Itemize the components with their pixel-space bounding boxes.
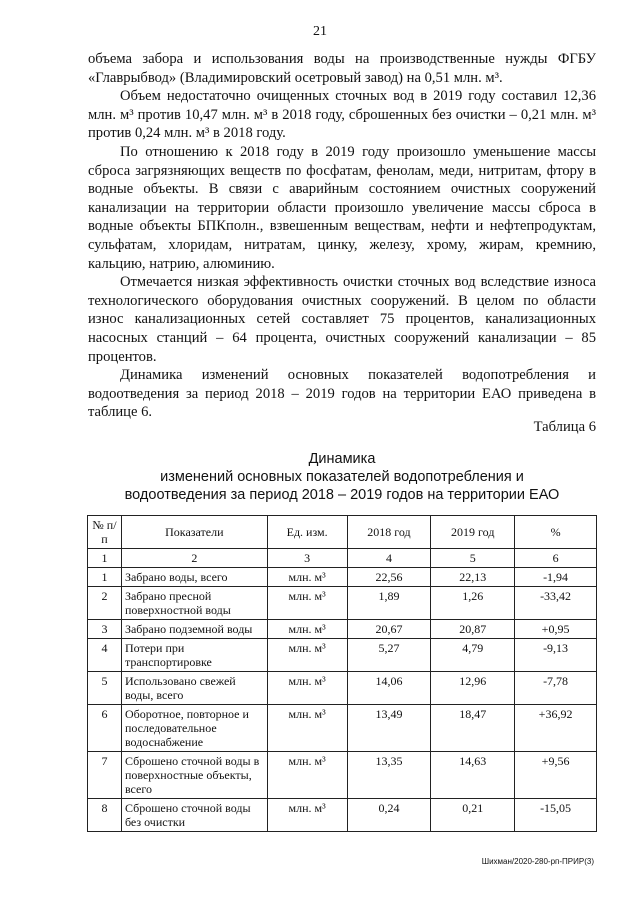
table-cell: 22,13: [431, 568, 515, 587]
table-cell: -1,94: [515, 568, 597, 587]
table-cell: 1: [88, 568, 122, 587]
column-number: 3: [267, 549, 347, 568]
header-cell: %: [515, 516, 597, 549]
table-caption: [88, 450, 596, 504]
table-cell: 0,24: [347, 799, 431, 832]
column-number: 2: [121, 549, 267, 568]
table-body: [88, 549, 597, 832]
table-cell: 4: [88, 639, 122, 672]
table-cell: 13,35: [347, 752, 431, 799]
header-cell: Ед. изм.: [267, 516, 347, 549]
table-cell: 4,79: [431, 639, 515, 672]
table-cell: млн. м³: [267, 752, 347, 799]
table-cell: -33,42: [515, 587, 597, 620]
table-row: [88, 587, 597, 620]
header-cell: 2019 год: [431, 516, 515, 549]
table-cell: млн. м³: [267, 672, 347, 705]
table-cell: Потери при транспортировке: [121, 639, 267, 672]
table-cell: млн. м³: [267, 639, 347, 672]
table-cell: 3: [88, 620, 122, 639]
page-number: 21: [313, 24, 327, 39]
header-cell: 2018 год: [347, 516, 431, 549]
paragraph: объема забора и использования воды на производственные нужды ФГБУ «Главрыбвод» (Владимировский осетровый завод) на 0,51 млн. м³.: [88, 51, 596, 86]
table-cell: Забрано воды, всего: [121, 568, 267, 587]
table-cell: 0,21: [431, 799, 515, 832]
table-cell: Забрано пресной поверхностной воды: [121, 587, 267, 620]
data-table: [87, 515, 597, 832]
table-row: [88, 752, 597, 799]
table-cell: 5: [88, 672, 122, 705]
paragraph: Динамика изменений основных показателей водопотребления и водоотведения за период 2018 – 2019 годов на территории ЕАО приведена в таблице 6.: [88, 367, 596, 421]
table-cell: 5,27: [347, 639, 431, 672]
table-cell: млн. м³: [267, 705, 347, 752]
table-label: Таблица 6: [533, 419, 596, 435]
table-cell: 1,26: [431, 587, 515, 620]
table-cell: +36,92: [515, 705, 597, 752]
table-cell: Оборотное, повторное и последовательное водоснабжение: [121, 705, 267, 752]
table-row: [88, 639, 597, 672]
table-cell: млн. м³: [267, 620, 347, 639]
table-cell: 2: [88, 587, 122, 620]
table-cell: 20,67: [347, 620, 431, 639]
table-cell: Забрано подземной воды: [121, 620, 267, 639]
table-cell: 14,63: [431, 752, 515, 799]
table-cell: 20,87: [431, 620, 515, 639]
table-cell: -9,13: [515, 639, 597, 672]
paragraph: Отмечается низкая эффективность очистки сточных вод вследствие износа технологического оборудования очистных сооружений. В целом по области износ канализационных сетей составляет 75 процентов, канализационных насосных станций – 64 процента, очистных сооружений канализации – 85 процентов.: [88, 274, 596, 365]
table-cell: 1,89: [347, 587, 431, 620]
table-cell: 14,06: [347, 672, 431, 705]
table-row: [88, 620, 597, 639]
caption-line: водоотведения за период 2018 – 2019 годов на территории ЕАО: [124, 487, 560, 503]
column-number: 5: [431, 549, 515, 568]
table-row: [88, 705, 597, 752]
column-number-row: [88, 549, 597, 568]
table-cell: Использовано свежей воды, всего: [121, 672, 267, 705]
table-cell: +9,56: [515, 752, 597, 799]
body-text: [88, 50, 596, 422]
table-cell: 18,47: [431, 705, 515, 752]
table-cell: 12,96: [431, 672, 515, 705]
document-code: Шихман/2020-280-рп-ПРИР(3): [481, 857, 594, 866]
table-cell: -7,78: [515, 672, 597, 705]
paragraph: По отношению к 2018 году в 2019 году произошло уменьшение массы сброса загрязняющих веществ по фосфатам, фенолам, меди, нитритам, фтору в водные объекты. В связи с аварийным состоянием очистных сооружений канализации на территории области произошло увеличение массы сброса в водные объекты БПКполн., взвешенным веществам, нефти и нефтепродуктам, сульфатам, хлоридам, нитратам, цинку, железу, хрому, жирам, кремнию, кальцию, натрию, алюминию.: [88, 143, 596, 272]
column-number: 6: [515, 549, 597, 568]
table-row: [88, 568, 597, 587]
header-cell: Показатели: [121, 516, 267, 549]
table-row: [88, 799, 597, 832]
column-number: 4: [347, 549, 431, 568]
table-cell: 22,56: [347, 568, 431, 587]
table-row: [88, 672, 597, 705]
column-number: 1: [88, 549, 122, 568]
caption-line: Динамика: [308, 451, 376, 467]
table-cell: млн. м³: [267, 587, 347, 620]
table-cell: +0,95: [515, 620, 597, 639]
table-cell: 8: [88, 799, 122, 832]
table-cell: Сброшено сточной воды без очистки: [121, 799, 267, 832]
table-cell: Сброшено сточной воды в поверхностные объекты, всего: [121, 752, 267, 799]
table-cell: 13,49: [347, 705, 431, 752]
paragraph: Объем недостаточно очищенных сточных вод в 2019 году составил 12,36 млн. м³ против 10,47 млн. м³ в 2018 году, сброшенных без очистки – 0,21 млн. м³ против 0,24 млн. м³ в 2018 году.: [88, 88, 596, 142]
table-cell: 6: [88, 705, 122, 752]
table-header-row: [88, 516, 597, 549]
caption-line: изменений основных показателей водопотребления и: [160, 469, 524, 485]
table-cell: 7: [88, 752, 122, 799]
table-cell: млн. м³: [267, 799, 347, 832]
table-cell: -15,05: [515, 799, 597, 832]
header-cell: № п/п: [88, 516, 122, 549]
table-cell: млн. м³: [267, 568, 347, 587]
